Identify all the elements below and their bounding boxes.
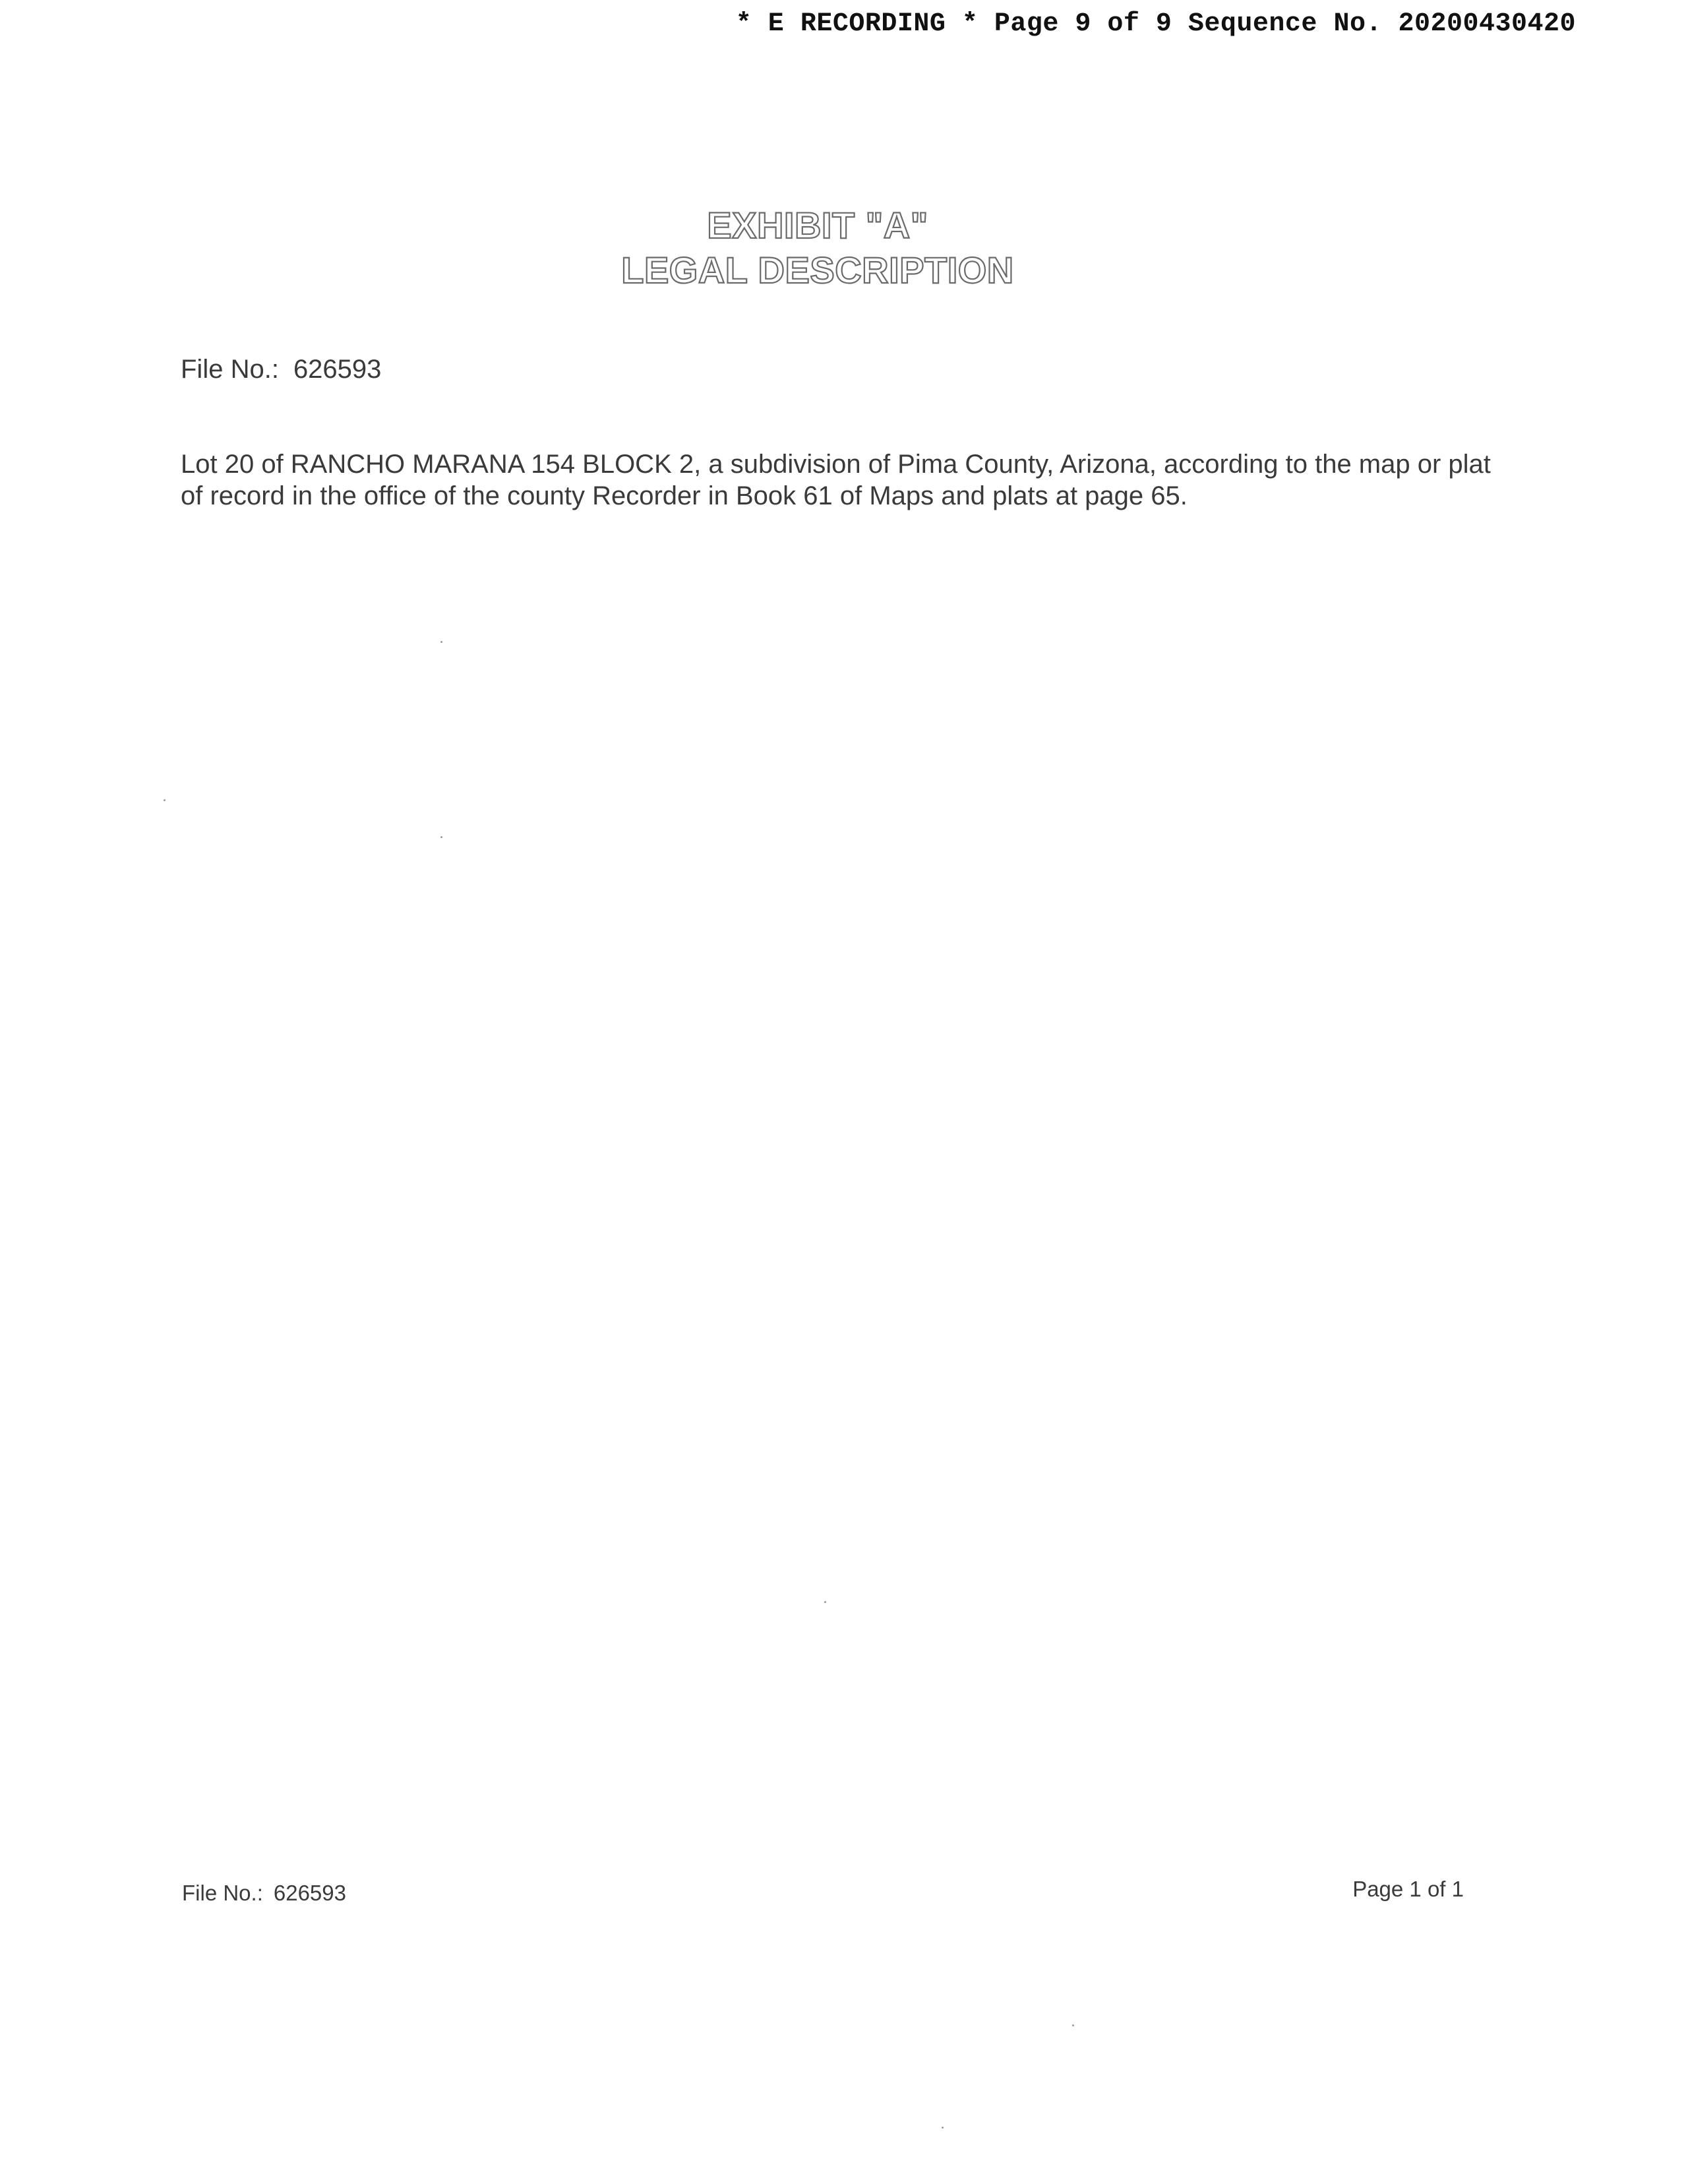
scan-speck (440, 641, 442, 643)
exhibit-title-line2: LEGAL DESCRIPTION (621, 249, 1014, 291)
footer-file-label: File No.: (182, 1881, 263, 1905)
exhibit-title-line1: EXHIBIT "A" (707, 204, 928, 246)
scan-speck (942, 2127, 944, 2129)
scan-speck (1072, 2024, 1074, 2026)
file-number-value: 626593 (293, 355, 382, 384)
recording-header: * E RECORDING * Page 9 of 9 Sequence No. 20200430420 (735, 9, 1576, 39)
file-number-line (181, 355, 381, 384)
footer-file-value: 626593 (273, 1881, 346, 1905)
scan-speck (164, 799, 166, 801)
legal-description (181, 448, 1506, 512)
exhibit-title (0, 203, 1635, 293)
legal-description-text: Lot 20 of RANCHO MARANA 154 BLOCK 2, a subdivision of Pima County, Arizona, according to the map or plat of record in the office of the county Recorder in Book 61 of Maps and plats at page 65. (181, 450, 1491, 510)
footer-page-number: Page 1 of 1 (1352, 1877, 1464, 1901)
scan-speck (440, 836, 442, 838)
scan-speck (824, 1601, 826, 1603)
footer-file-number (182, 1881, 346, 1906)
file-number-label: File No.: (181, 355, 279, 384)
